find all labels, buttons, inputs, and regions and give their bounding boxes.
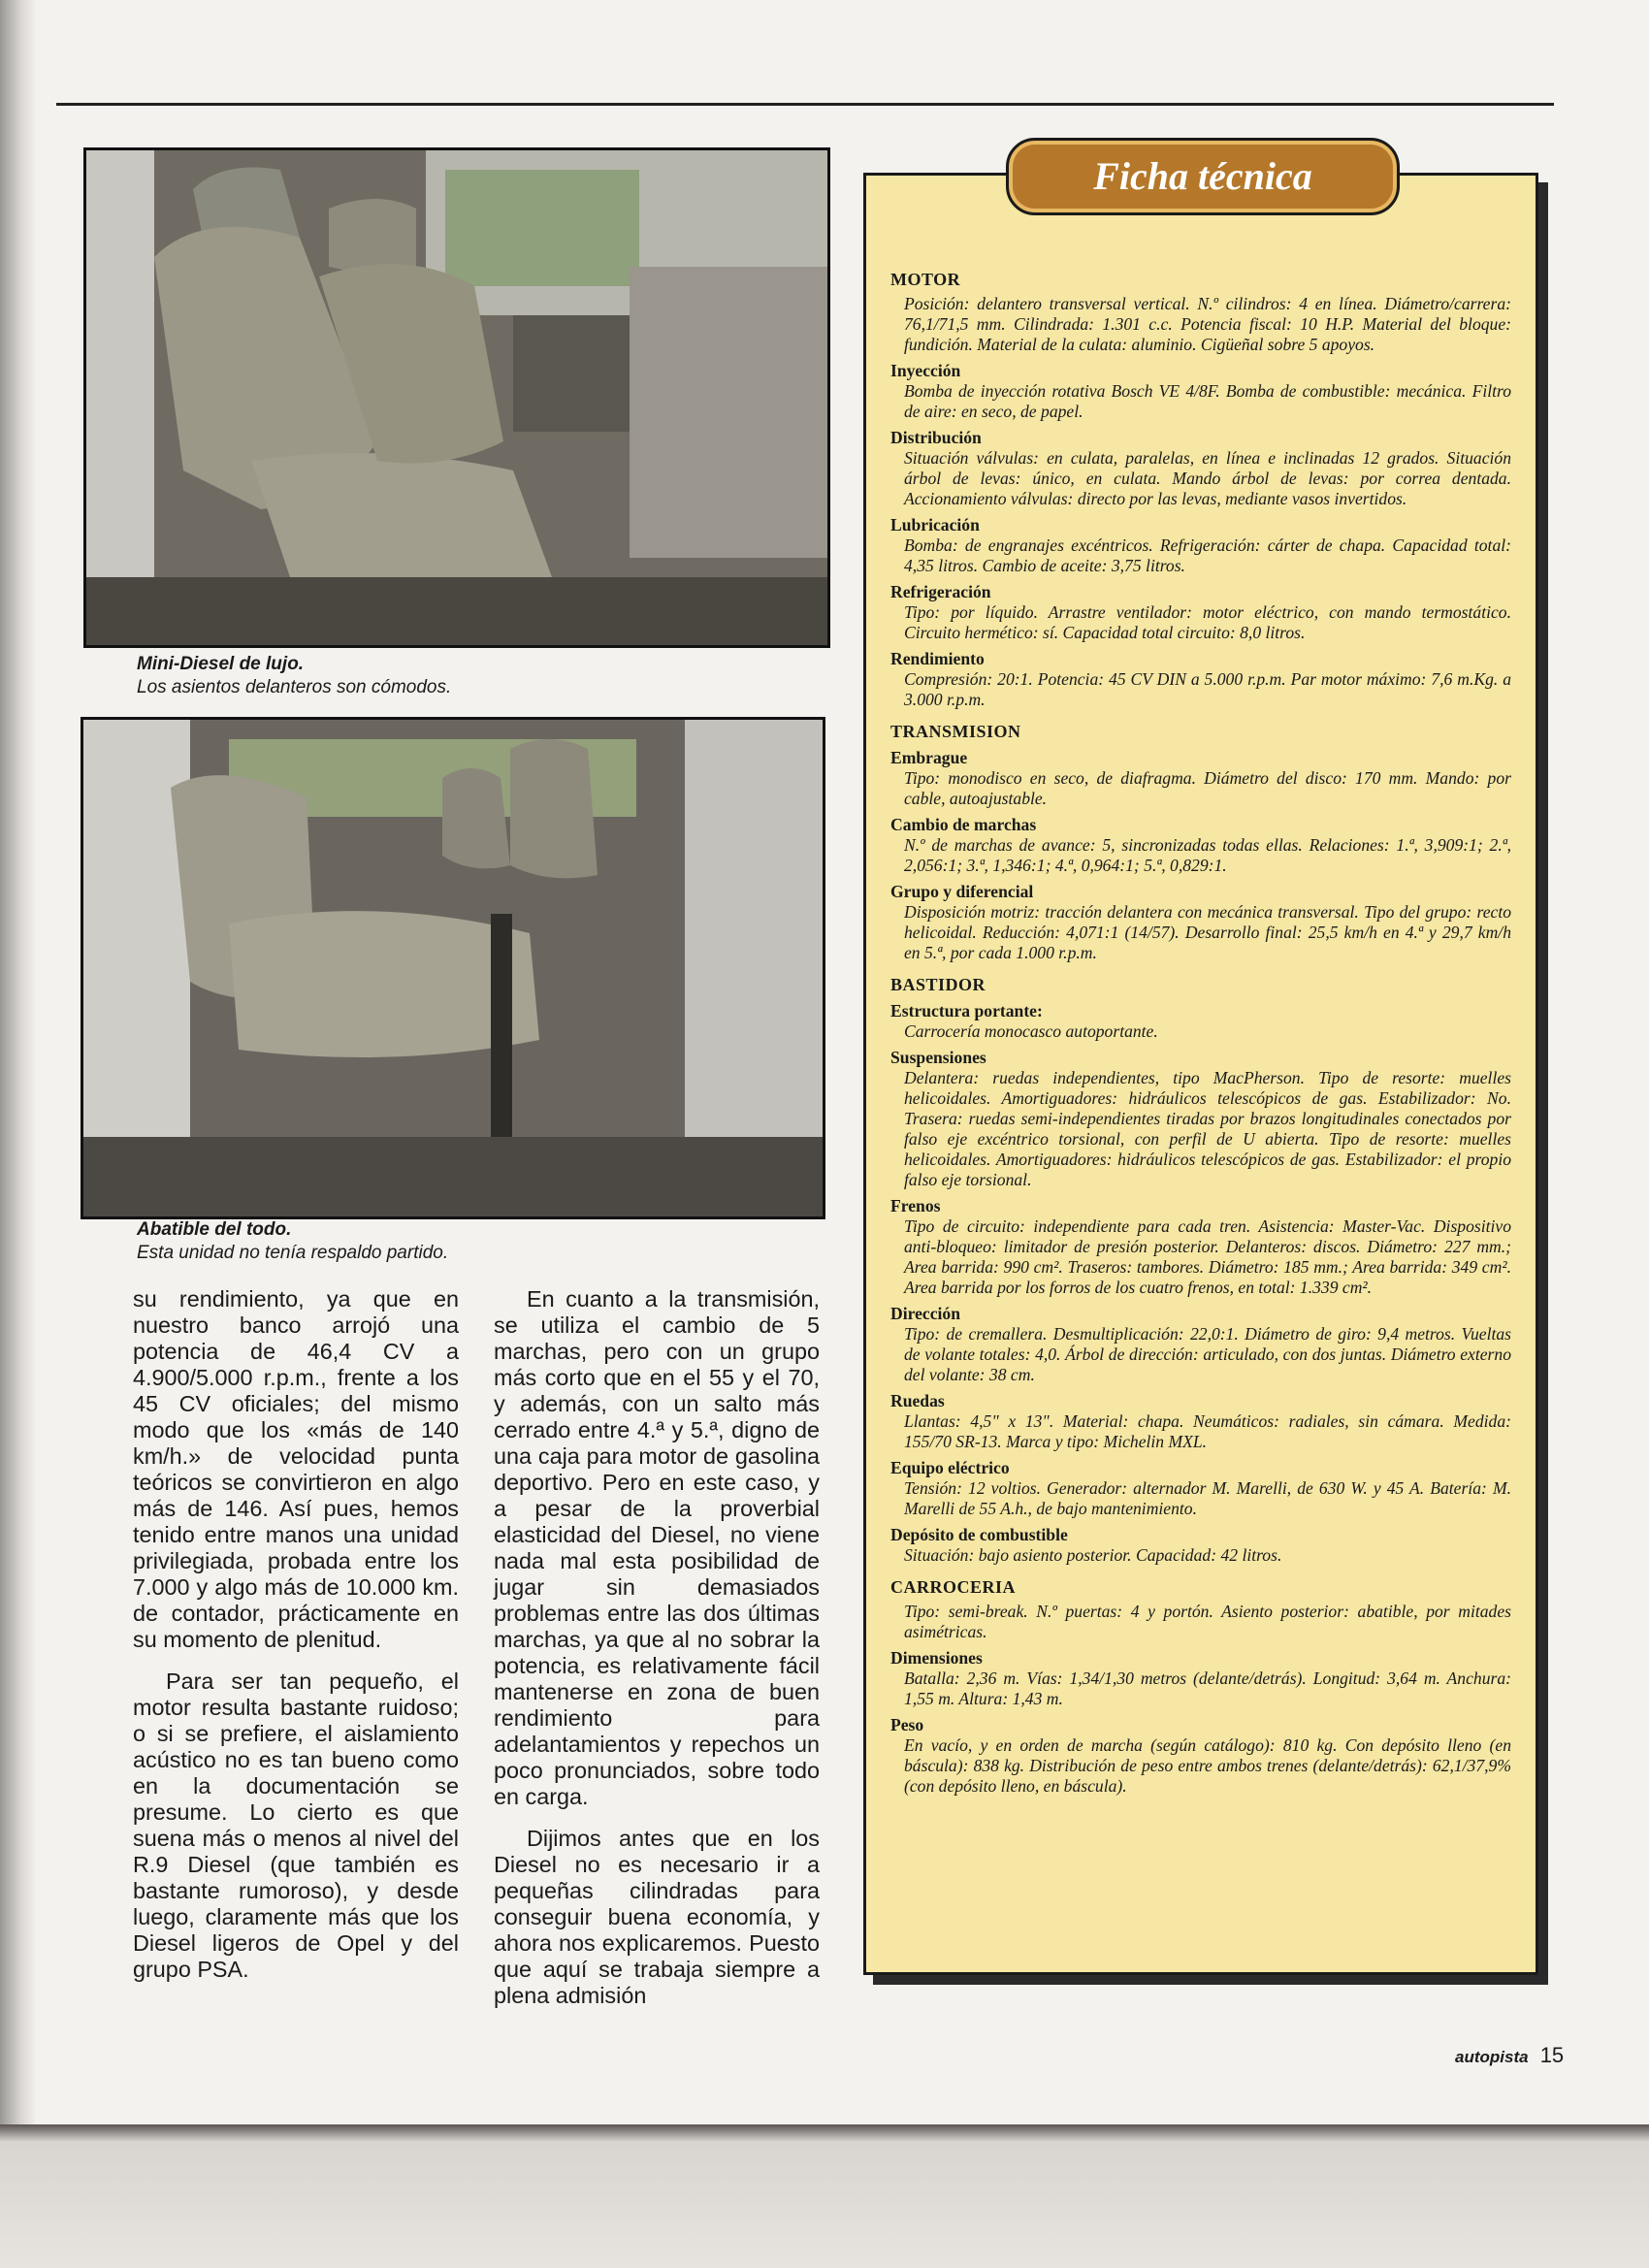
ficha-item-text: Tipo: de cremallera. Desmultiplicación: 22,0:1. Diámetro de giro: 9,4 metros. Vueltas de volante totales: 4,0. Árbol de dirección: articulado, con dos juntas. Diámetro externo del volante: 38 cm.: [904, 1324, 1511, 1384]
ficha-item-head: Rendimiento: [890, 649, 985, 668]
article-paragraph: Dijimos antes que en los Diesel no es necesario ir a pequeñas cilindradas para conseguir buena economía, y ahora nos explicaremos. Puesto que aquí se trabaja siempre a plena admisión: [494, 1826, 820, 2008]
ficha-item-head: Grupo y diferencial: [890, 882, 1034, 901]
ficha-section-title: MOTOR: [890, 270, 961, 289]
page-number: 15: [1539, 2043, 1565, 2067]
ficha-item-text: Delantera: ruedas independientes, tipo MacPherson. Tipo de resorte: muelles helicoidales. Amortiguadores: hidráulicos telescópicos de gas. Estabilizador: No. Trasera: ruedas semi-independientes tiradas por brazos longitudinales conectados por falso eje excéntrico torsional, con perfil de U abierta. Tipo de resorte: muelles helicoidales. Amortiguadores: hidráulicos telescópicos de gas. Estabilizador: el propio falso eje torsional.: [904, 1068, 1511, 1189]
caption-text: Esta unidad no tenía respaldo partido.: [137, 1243, 449, 1263]
ficha-item-text: Compresión: 20:1. Potencia: 45 CV DIN a 5.000 r.p.m. Par motor máximo: 7,6 m.Kg. a 3.000 r.p.m.: [904, 669, 1511, 709]
ficha-item-head: Frenos: [890, 1196, 941, 1215]
ficha-item-head: Depósito de combustible: [890, 1525, 1068, 1544]
ficha-item-text: Tensión: 12 voltios. Generador: alternador M. Marelli, de 630 W. y 45 A. Batería: M. Marelli de 55 A.h., de bajo mantenimiento.: [904, 1478, 1511, 1518]
ficha-item-head: Ruedas: [890, 1391, 945, 1410]
ficha-item-text: Tipo de circuito: independiente para cada tren. Asistencia: Master-Vac. Dispositivo anti-bloqueo: limitador de presión posterior. Delanteros: discos. Diámetro: 227 mm.; Area barrida: 990 cm². Traseros: tambores. Diámetro: 185 mm.; Area barrida: 349 cm². Area barrida por los forros de los cuatro frenos, en total: 1.339 cm².: [904, 1216, 1511, 1297]
ficha-section-title: BASTIDOR: [890, 975, 986, 994]
ficha-item-text: Tipo: por líquido. Arrastre ventilador: motor eléctrico, con mando termostático. Circuito hermético: sí. Capacidad total circuito: 8,0 litros.: [904, 602, 1511, 642]
ficha-item-head: Inyección: [890, 361, 961, 380]
ficha-title: Ficha técnica: [1093, 154, 1312, 198]
ficha-item-text: Batalla: 2,36 m. Vías: 1,34/1,30 metros (delante/detrás). Longitud: 3,64 m. Anchura: 1,55 m. Altura: 1,43 m.: [904, 1669, 1511, 1708]
article-paragraph: Para ser tan pequeño, el motor resulta bastante ruidoso; o si se prefiere, el aislamiento acústico no es tan bueno como en la documentación se presume. Lo cierto es que suena más o menos al nivel del R.9 Diesel (que también es bastante rumoroso), y desde luego, claramente más que los Diesel ligeros de Opel y del grupo PSA.: [133, 1669, 459, 1982]
ficha-item-head: Peso: [890, 1715, 924, 1734]
ficha-item-text: Bomba: de engranajes excéntricos. Refrigeración: cárter de chapa. Capacidad total: 4,35 litros. Cambio de aceite: 3,75 litros.: [904, 535, 1511, 575]
ficha-item-head: Embrague: [890, 748, 968, 767]
caption-title: Abatible del todo.: [137, 1219, 292, 1240]
ficha-item-text: Llantas: 4,5" x 13". Material: chapa. Neumáticos: radiales, sin cámara. Medida: 155/70 SR-13. Marca y tipo: Michelin MXL.: [904, 1411, 1511, 1451]
ficha-tecnica-banner: [1006, 138, 1400, 215]
article-paragraph: su rendimiento, ya que en nuestro banco arrojó una potencia de 46,4 CV a 4.900/5.000 r.p.m., frente a los 45 CV oficiales; del mismo modo que los «más de 140 km/h.» de velocidad punta teóricos se convirtieron en algo más de 146. Así pues, hemos tenido entre manos una unidad privilegiada, probada entre los 7.000 y algo más de 10.000 km. de contador, prácticamente en su momento de plenitud.: [133, 1286, 459, 1652]
ficha-item-text: Tipo: monodisco en seco, de diafragma. Diámetro del disco: 170 mm. Mando: por cable, autoajustable.: [904, 768, 1511, 808]
ficha-item-text: Situación válvulas: en culata, paralelas, en línea e inclinadas 12 grados. Situación árbol de levas: único, en culata. Mando árbol de levas: por correa dentada. Accionamiento válvulas: directo por las levas, mediante vasos invertidos.: [904, 448, 1511, 508]
ficha-item-head: Suspensiones: [890, 1048, 986, 1067]
magazine-brand: autopista: [1455, 2048, 1529, 2066]
ficha-section-title: CARROCERIA: [890, 1577, 1017, 1597]
photo-front-seats: [83, 147, 830, 648]
ficha-item-head: Refrigeración: [890, 582, 991, 601]
photo-caption: [137, 653, 451, 699]
photo-rear-seat: [81, 717, 825, 1219]
ficha-item-head: Equipo eléctrico: [890, 1458, 1010, 1477]
page-binding-shadow: [0, 0, 35, 2124]
ficha-item-text: N.º de marchas de avance: 5, sincronizadas todas ellas. Relaciones: 1.ª, 3,909:1; 2.ª, 2,056:1; 3.ª, 1,346:1; 4.ª, 0,964:1; 5.ª, 0,829:1.: [904, 835, 1511, 875]
ficha-item-head: Estructura portante:: [890, 1001, 1043, 1021]
ficha-item-text: Posición: delantero transversal vertical. N.º cilindros: 4 en línea. Diámetro/carrera: 76,1/71,5 mm. Cilindrada: 1.301 c.c. Potencia fiscal: 10 H.P. Material del bloque: fundición. Material de la culata: aluminio. Cigüeñal sobre 5 apoyos.: [904, 294, 1511, 354]
caption-text: Los asientos delanteros son cómodos.: [137, 677, 452, 697]
page-bottom-edge: [0, 2124, 1649, 2268]
ficha-section-title: TRANSMISION: [890, 722, 1021, 741]
top-rule: [56, 103, 1554, 106]
ficha-item-head: Dirección: [890, 1304, 960, 1323]
ficha-item-head: Lubricación: [890, 515, 980, 535]
ficha-item-head: Cambio de marchas: [890, 815, 1037, 834]
article-column-1: [133, 1286, 459, 1998]
ficha-item-head: Dimensiones: [890, 1648, 983, 1668]
article-paragraph: En cuanto a la transmisión, se utiliza el cambio de 5 marchas, pero con un grupo más corto que en el 55 y el 70, y además, con un salto más cerrado entre 4.ª y 5.ª, digno de una caja para motor de gasolina deportivo. Pero en este caso, y a pesar de la proverbial elasticidad del Diesel, no viene nada mal esta posibilidad de jugar sin demasiados problemas entre las dos últimas marchas, ya que al no sobrar la potencia, es relativamente fácil mantenerse en zona de buen rendimiento para adelantamientos y repechos un poco pronunciados, sobre todo en carga.: [494, 1286, 820, 1809]
ficha-tecnica-content: [890, 270, 1511, 1797]
ficha-item-text: Bomba de inyección rotativa Bosch VE 4/8F. Bomba de combustible: mecánica. Filtro de aire: en seco, de papel.: [904, 381, 1511, 421]
ficha-item-text: Carrocería monocasco autoportante.: [904, 1021, 1158, 1041]
photo-caption: [137, 1218, 448, 1265]
ficha-item-text: Situación: bajo asiento posterior. Capacidad: 42 litros.: [904, 1545, 1282, 1565]
ficha-item-text: Disposición motriz: tracción delantera con mecánica transversal. Tipo del grupo: recto helicoidal. Reducción: 4,071:1 (14/57). Desarrollo final: 25,5 km/h en 4.ª y 29,7 km/h en 5.ª, por cada 1.000 r.p.m.: [904, 902, 1511, 962]
ficha-item-text: Tipo: semi-break. N.º puertas: 4 y portón. Asiento posterior: abatible, por mitades asimétricas.: [904, 1602, 1511, 1641]
ficha-item-text: En vacío, y en orden de marcha (según catálogo): 810 kg. Con depósito lleno (en báscula): 838 kg. Distribución de peso entre ambos trenes (delante/detrás): 62,1/37,9% (con depósito lleno, en báscula).: [904, 1735, 1511, 1796]
ficha-item-head: Distribución: [890, 428, 982, 447]
article-column-2: [494, 1286, 820, 2025]
page-footer: [1455, 2043, 1564, 2068]
caption-title: Mini-Diesel de lujo.: [137, 654, 305, 674]
